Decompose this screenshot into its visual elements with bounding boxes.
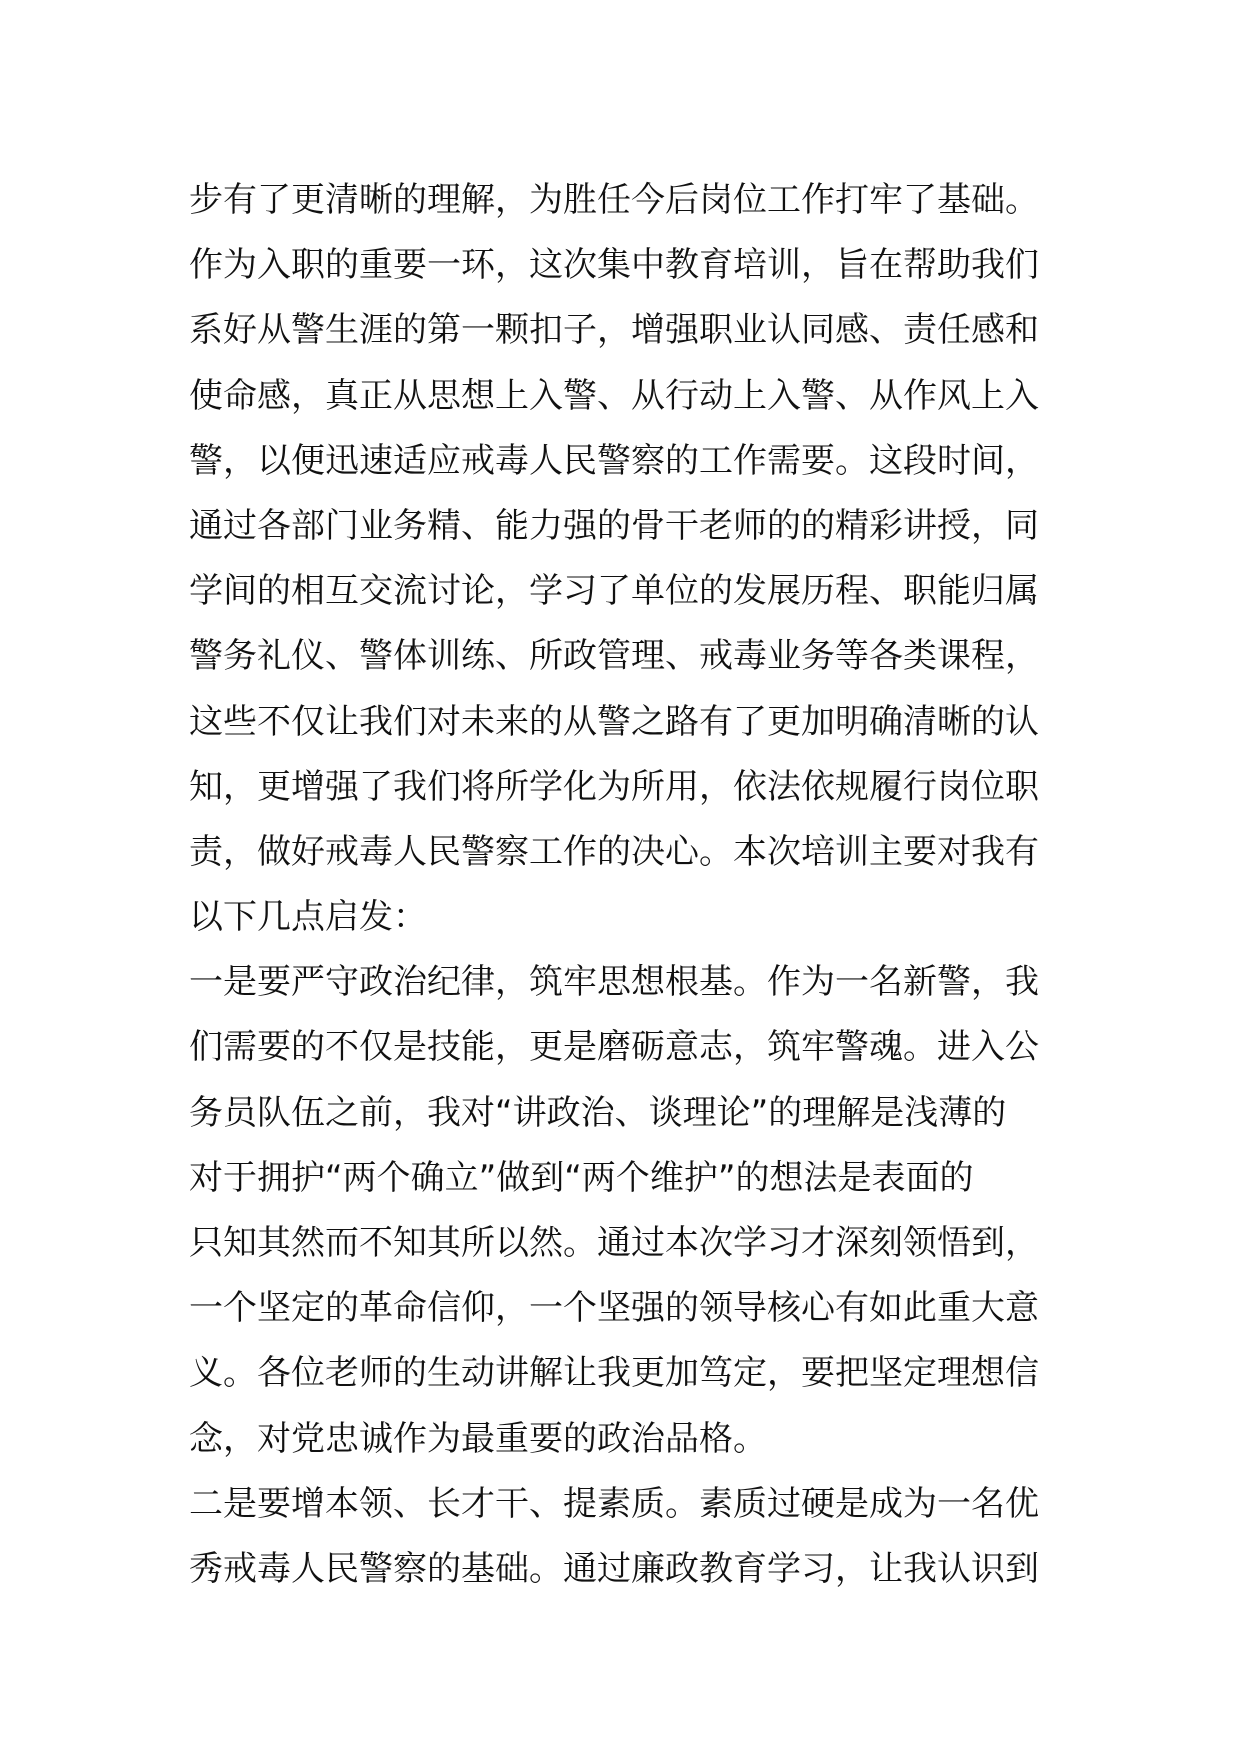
body-text	[189, 168, 1069, 1602]
text-line: 警务礼仪、警体训练、所政管理、戒毒业务等各类课程，	[189, 636, 1039, 677]
text-line: 念，对党忠诚作为最重要的政治品格。	[189, 1418, 767, 1459]
text-line: 步有了更清晰的理解，为胜任今后岗位工作打牢了基础。	[189, 180, 1039, 220]
text-line: 知，更增强了我们将所学化为所用，依法依规履行岗位职	[189, 766, 1039, 807]
text-line: 这些不仅让我们对未来的从警之路有了更加明确清晰的认	[189, 701, 1039, 742]
text-line: 系好从警生涯的第一颗扣子，增强职业认同感、责任感和	[189, 310, 1039, 351]
text-line: 务员队伍之前，我对“讲政治、谈理论”的理解是浅薄的	[189, 1092, 1007, 1133]
text-line: 一个坚定的革命信仰，一个坚强的领导核心有如此重大意	[189, 1288, 1039, 1329]
text-line: 通过各部门业务精、能力强的骨干老师的的精彩讲授，同	[189, 505, 1039, 546]
text-line: 二是要增本领、长才干、提素质。素质过硬是成为一名优	[189, 1483, 1039, 1524]
text-line: 警，以便迅速适应戒毒人民警察的工作需要。这段时间，	[189, 440, 1039, 481]
text-line: 对于拥护“两个确立”做到“两个维护”的想法是表面的	[189, 1157, 974, 1198]
text-line: 使命感，真正从思想上入警、从行动上入警、从作风上入	[189, 375, 1039, 416]
text-line: 以下几点启发：	[189, 897, 427, 938]
text-line: 责，做好戒毒人民警察工作的决心。本次培训主要对我有	[189, 831, 1039, 872]
text-line: 学间的相互交流讨论，学习了单位的发展历程、职能归属	[189, 571, 1039, 612]
text-line: 们需要的不仅是技能，更是磨砺意志，筑牢警魂。进入公	[189, 1027, 1039, 1068]
text-line: 作为入职的重要一环，这次集中教育培训，旨在帮助我们	[189, 245, 1039, 286]
text-line: 只知其然而不知其所以然。通过本次学习才深刻领悟到，	[189, 1223, 1039, 1263]
text-line: 一是要严守政治纪律，筑牢思想根基。作为一名新警，我	[189, 962, 1039, 1003]
text-line: 秀戒毒人民警察的基础。通过廉政教育学习，让我认识到	[189, 1548, 1039, 1589]
text-line: 义。各位老师的生动讲解让我更加笃定，要把坚定理想信	[189, 1353, 1039, 1394]
